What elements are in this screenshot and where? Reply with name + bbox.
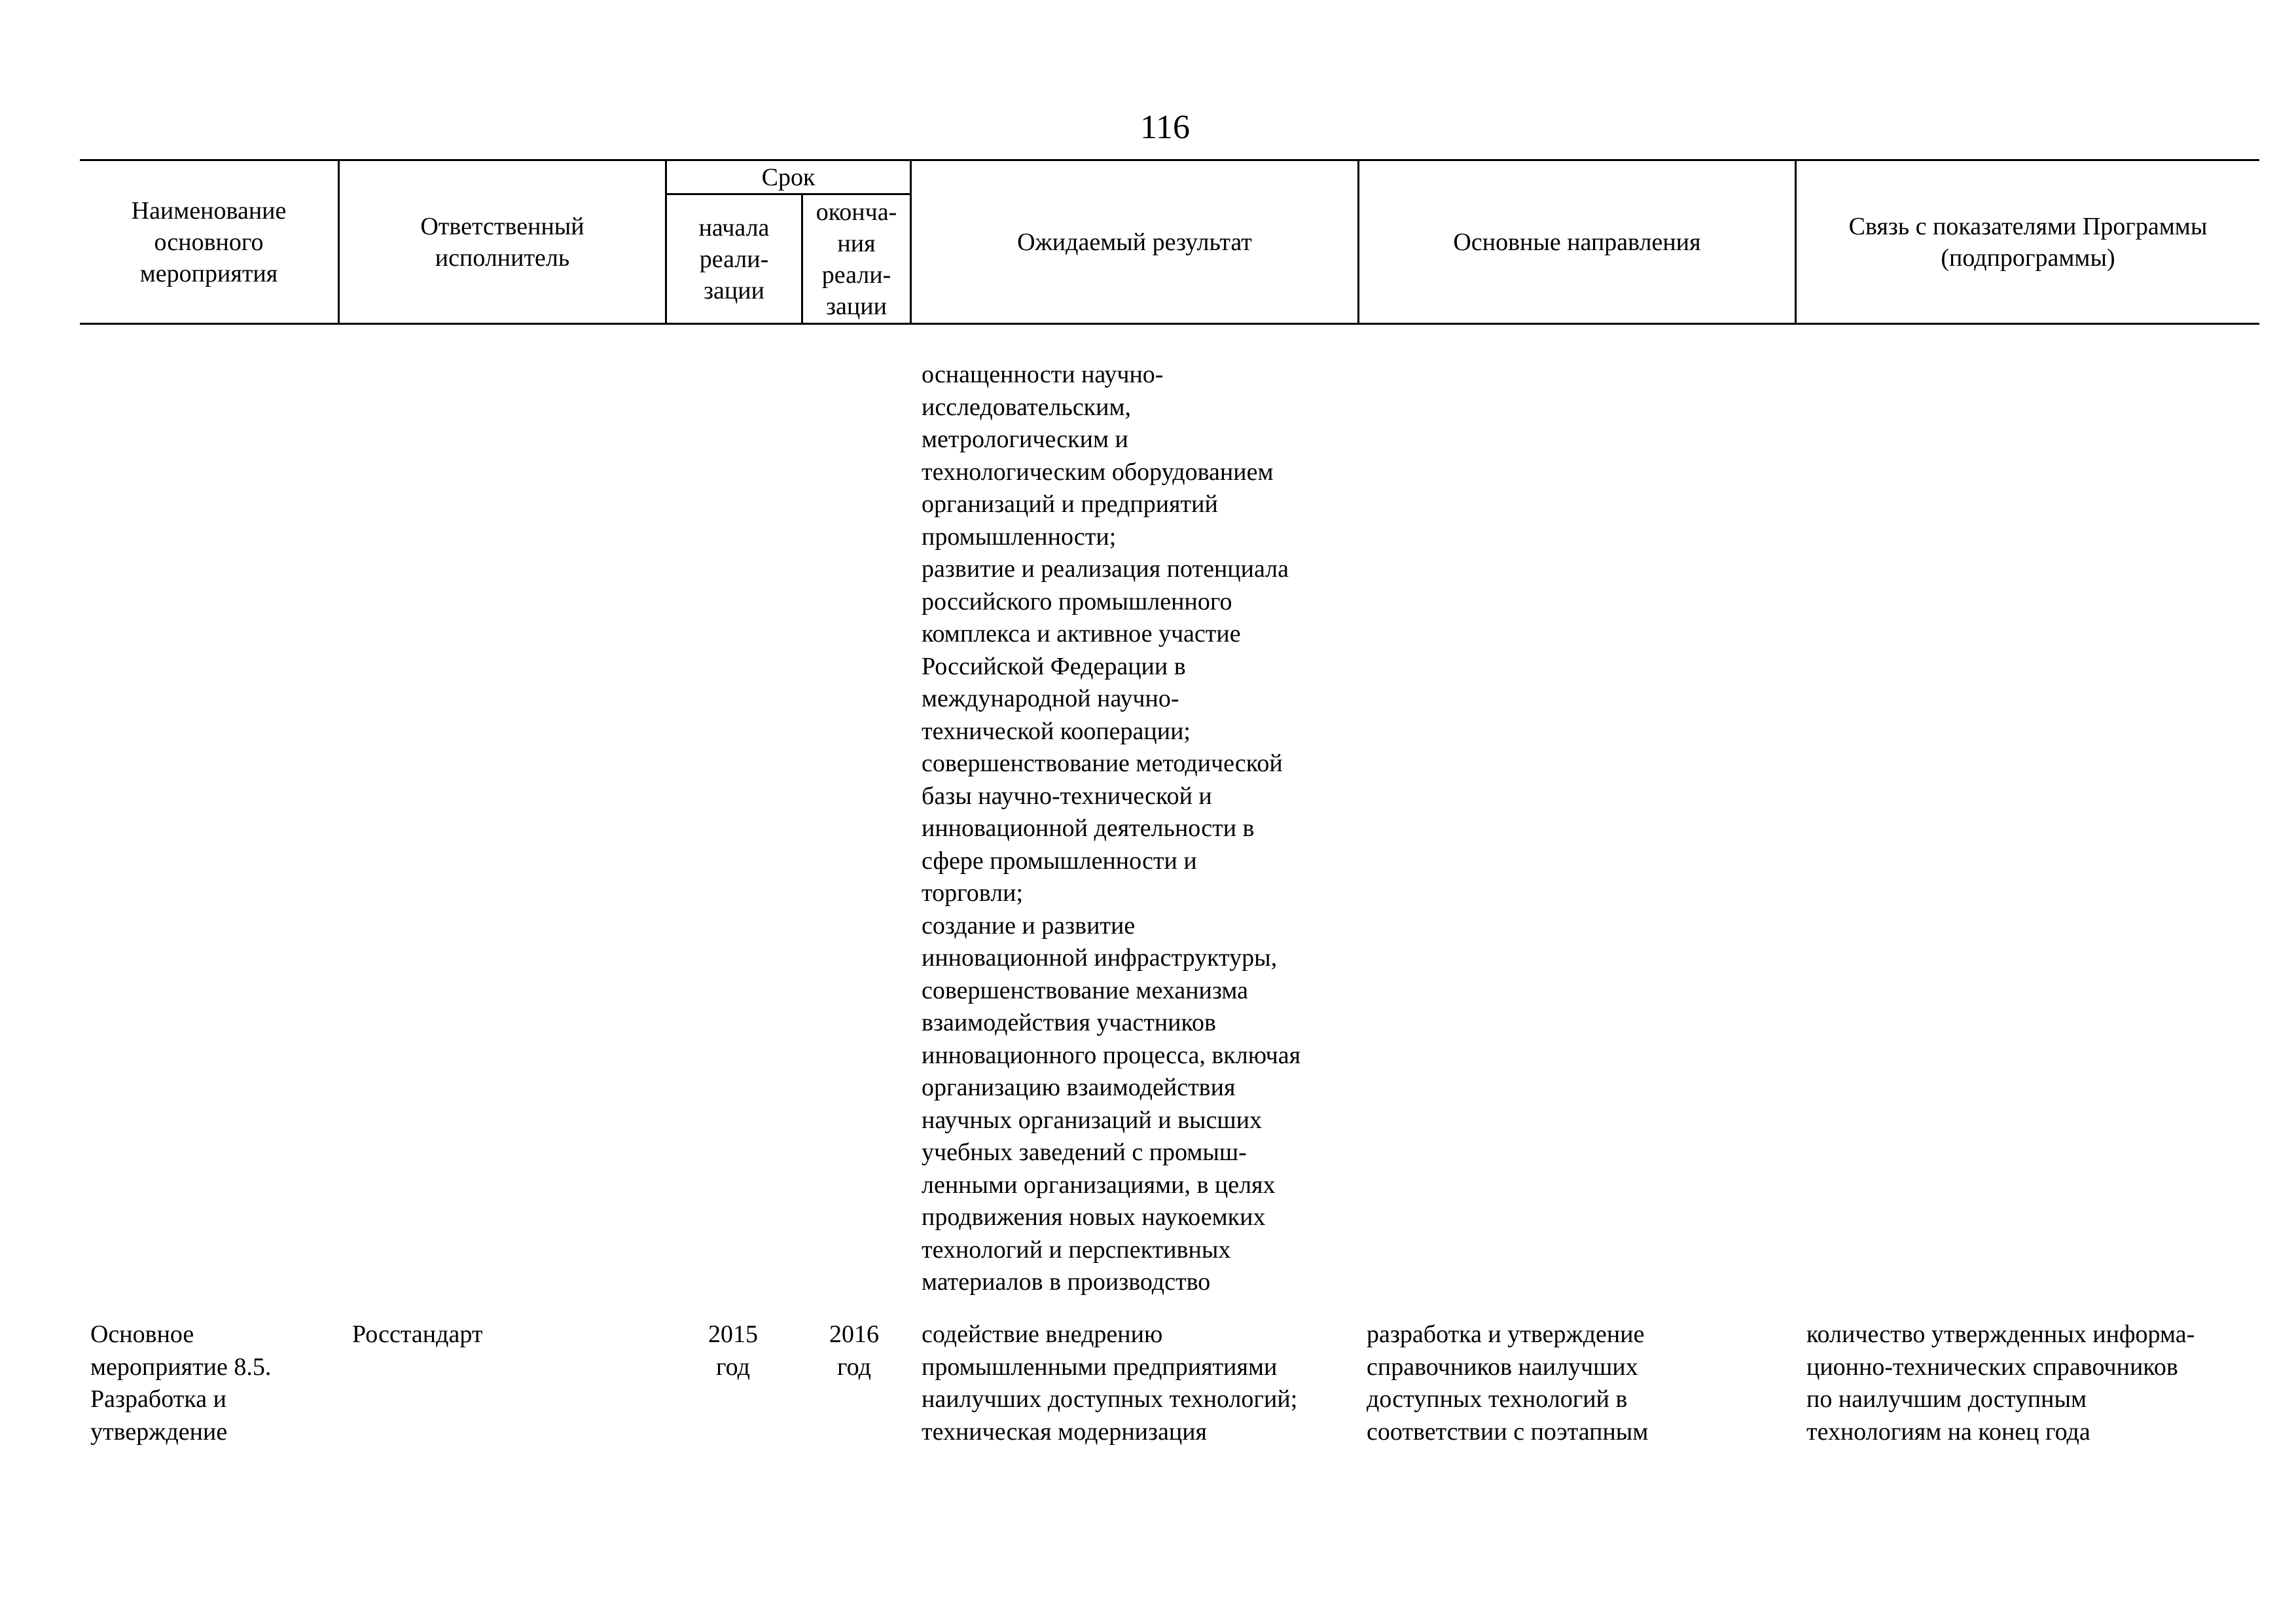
header-executor: Ответственный исполнитель bbox=[420, 212, 584, 272]
row-8-5-indicators: количество утвержденных информа- ционно-технических справочников по наилучшим доступным технологиям на конец года bbox=[1806, 1321, 2195, 1446]
page-number: 116 bbox=[1139, 109, 1191, 146]
header-bottom-border bbox=[80, 323, 2259, 325]
row-8-5-end: 2016 год bbox=[829, 1321, 879, 1381]
row-8-5-executor: Росстандарт bbox=[352, 1321, 483, 1348]
header-name: Наименование основного мероприятия bbox=[131, 196, 287, 287]
header-directions: Основные направления bbox=[1453, 228, 1701, 256]
continuation-result-text: оснащенности научно- исследовательским, метрологическим и технологическим оборудованием организаций и предприятий промышленности; развитие и реализация потенциала российского промышленного комплекса и активное участие Российской Федерации в международной научно- технической кооперации; совершенствование методической базы научно-технической и инновационной деятельности в сфере промышленности и торговли; создание и развитие инновационной инфраструктуры, совершенствование механизма взаимодействия участников инновационного процесса, включая организацию взаимодействия научных организаций и высших учебных заведений с промыш- ленными организациями, в целях продвижения новых наукоемких технологий и перспективных материалов в производство bbox=[922, 361, 1301, 1296]
header-result: Ожидаемый результат bbox=[1017, 228, 1252, 256]
row-8-5-start: 2015 год bbox=[708, 1321, 758, 1381]
header-term: Срок bbox=[761, 163, 816, 191]
header-indicators: Связь с показателями Программы (подпрограммы) bbox=[1848, 212, 2208, 272]
row-8-5-directions: разработка и утверждение справочников наилучших доступных технологий в соответствии с поэтапным bbox=[1367, 1321, 1649, 1446]
header-start: начала реали- зации bbox=[698, 213, 770, 304]
row-8-5-result: содействие внедрению промышленными предприятиями наилучших доступных технологий; техническая модернизация bbox=[922, 1321, 1298, 1446]
row-8-5-name: Основное мероприятие 8.5. Разработка и утверждение bbox=[90, 1321, 272, 1446]
header-end: оконча- ния реали- зации bbox=[816, 198, 897, 320]
